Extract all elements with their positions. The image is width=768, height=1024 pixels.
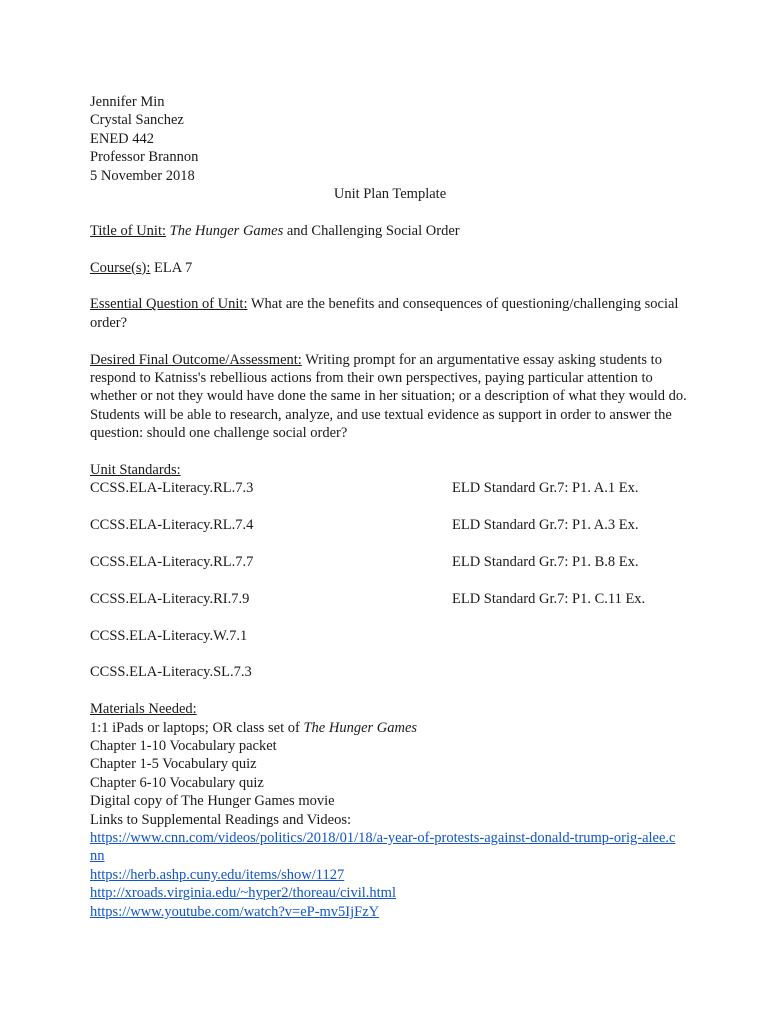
standard-row — [90, 590, 690, 608]
courses-value: ELA 7 — [150, 259, 193, 276]
eld-standard: ELD Standard Gr.7: P1. B.8 Ex. — [452, 554, 639, 571]
author-name-1: Jennifer Min — [90, 94, 165, 110]
document-date: 5 November 2018 — [90, 167, 195, 184]
essential-question-value: What are the benefits and consequences of questioning/challenging social order? — [90, 296, 679, 331]
link-cnn-video[interactable]: https://www.cnn.com/videos/politics/2018/01/18/a-year-of-protests-against-donald-trump-orig-alee.cnn — [90, 830, 676, 865]
standard-row — [90, 516, 690, 534]
ccss-standard: CCSS.ELA-Literacy.RI.7.9 — [90, 590, 250, 607]
ccss-standard: CCSS.ELA-Literacy.RL.7.7 — [90, 554, 254, 571]
materials-item: Chapter 1-5 Vocabulary quiz — [90, 756, 257, 773]
unit-standards-label: Unit Standards: — [90, 462, 181, 479]
eld-standard: ELD Standard Gr.7: P1. A.3 Ex. — [452, 517, 639, 534]
eld-standard: ELD Standard Gr.7: P1. A.1 Ex. — [452, 480, 639, 497]
document-title: Unit Plan Template — [333, 186, 447, 203]
title-of-unit-label: Title of Unit: — [90, 222, 167, 239]
materials-item: Chapter 1-10 Vocabulary packet — [90, 738, 277, 755]
ccss-standard: CCSS.ELA-Literacy.RL.7.3 — [90, 480, 254, 497]
materials-item: Chapter 6-10 Vocabulary quiz — [90, 774, 264, 791]
professor-name: Professor Brannon — [90, 149, 199, 166]
ccss-standard: CCSS.ELA-Literacy.RL.7.4 — [90, 517, 254, 534]
document-page — [90, 93, 690, 921]
course-code: ENED 442 — [90, 130, 155, 147]
standard-row — [90, 479, 690, 497]
materials-item — [90, 719, 690, 737]
essential-question — [90, 295, 690, 332]
standard-row — [90, 663, 690, 681]
link-youtube-video[interactable]: https://www.youtube.com/watch?v=eP-mv5IjFzY — [90, 903, 380, 920]
materials-label: Materials Needed: — [90, 701, 197, 718]
courses-label: Course(s): — [90, 259, 151, 276]
author-name-2: Crystal Sanchez — [90, 112, 184, 129]
title-of-unit-italic: The Hunger Games — [166, 222, 284, 239]
materials-item-text: 1:1 iPads or laptops; OR class set of — [90, 719, 304, 736]
desired-outcome-label: Desired Final Outcome/Assessment: — [90, 351, 302, 368]
standard-row — [90, 553, 690, 571]
desired-outcome-value: Writing prompt for an argumentative essay asking students to respond to Katniss's rebellious actions from their own perspectives, paying particular attention to whether or not they would have done the same in her situation; or a description of what they would do. Students will be able to research, analyze, and use textual evidence as support in order to answer the question: should one challenge social order? — [90, 351, 687, 442]
essential-question-label: Essential Question of Unit: — [90, 296, 248, 313]
title-of-unit-rest: and Challenging Social Order — [283, 222, 460, 239]
link-xroads-thoreau[interactable]: http://xroads.virginia.edu/~hyper2/thoreau/civil.html — [90, 885, 396, 902]
materials-item: Links to Supplemental Readings and Videos: — [90, 811, 352, 828]
title-of-unit — [90, 222, 690, 240]
courses — [90, 259, 690, 277]
eld-standard: ELD Standard Gr.7: P1. C.11 Ex. — [452, 590, 646, 607]
link-herb-ashp[interactable]: https://herb.ashp.cuny.edu/items/show/1127 — [90, 866, 345, 883]
desired-outcome — [90, 351, 690, 443]
materials-item-italic: The Hunger Games — [303, 719, 418, 736]
materials-item: Digital copy of The Hunger Games movie — [90, 793, 335, 810]
ccss-standard: CCSS.ELA-Literacy.W.7.1 — [90, 627, 248, 644]
standard-row — [90, 627, 690, 645]
ccss-standard: CCSS.ELA-Literacy.SL.7.3 — [90, 664, 252, 681]
